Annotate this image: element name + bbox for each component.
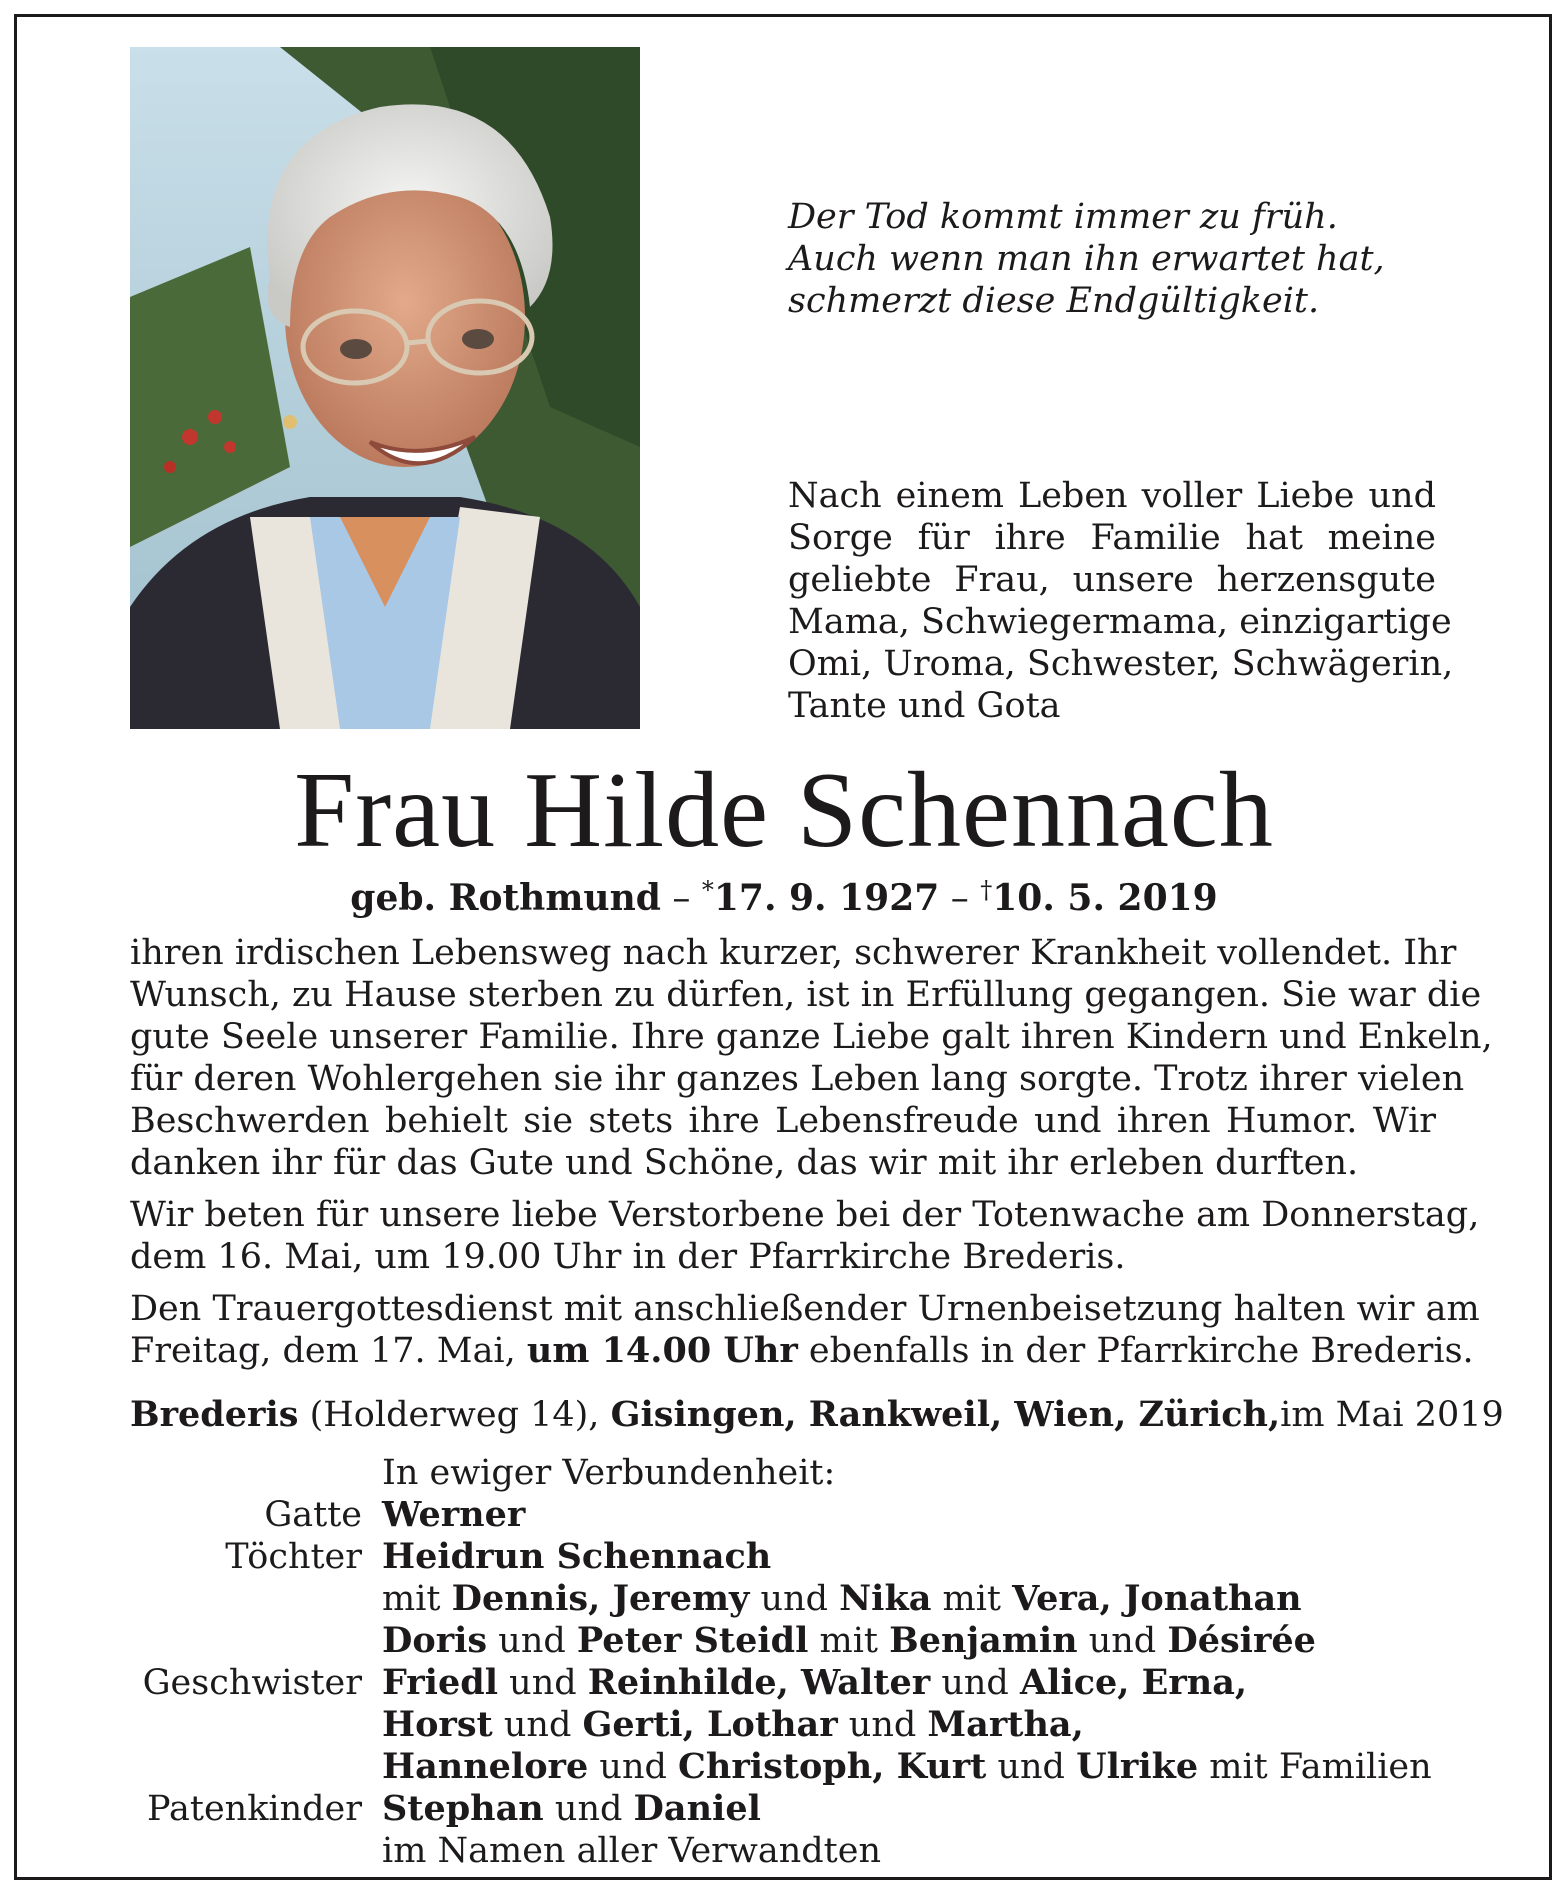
address: (Holderweg 14), [309,1395,600,1435]
intro-line: Sorge für ihre Familie hat meine [788,518,1436,558]
connector: mit Familien [1209,1747,1432,1787]
family-list [130,1452,1436,1872]
intro-line: Mama, Schwiegermama, einzigartige [788,602,1452,642]
family-name: Nika [839,1578,932,1619]
family-row [130,1662,1436,1704]
connector: und [941,1663,1009,1703]
family-row [130,1536,1436,1578]
family-row [130,1452,1436,1494]
text-line: für deren Wohlergehen sie ihr ganzes Leben lang sorgte. Trotz ihrer vielen [130,1059,1465,1099]
family-row [130,1830,1436,1872]
family-name: Stephan [382,1788,544,1829]
service-text: Freitag, dem 17. Mai, [130,1331,516,1371]
text-line: danken ihr für das Gute und Schöne, das wir mit ihr erleben durften. [130,1143,1359,1183]
paragraph-life [130,932,1493,1184]
family-row [130,1704,1436,1746]
portrait-photo [130,47,640,729]
connector: mit [942,1579,1001,1619]
family-name: Doris [382,1620,488,1661]
text-line: Wir beten für unsere liebe Verstorbene bei der Totenwache am Donnerstag, [130,1195,1480,1235]
connector: und [554,1789,623,1829]
birth-date: 17. 9. 1927 [713,877,940,919]
family-name: Horst [382,1704,493,1745]
connector: und [498,1621,566,1661]
text-line: ihren irdischen Lebensweg nach kurzer, schwerer Krankheit vollendet. Ihr [130,933,1457,973]
text-line: Den Trauergottesdienst mit anschließender Urnenbeisetzung halten wir am [130,1289,1480,1329]
paragraph-wake [130,1194,1480,1278]
maiden-name: geb. Rothmund [350,877,661,919]
death-symbol: † [980,876,993,904]
family-name: Daniel [633,1788,761,1829]
dash: – [950,878,969,919]
death-date: 10. 5. 2019 [992,877,1218,919]
family-name: Vera, Jonathan [1012,1578,1302,1619]
family-name: Hannelore [382,1746,589,1787]
family-name: Martha, [927,1704,1084,1745]
main-text [130,932,1493,1382]
connector: und [503,1705,572,1745]
quote-line: schmerzt diese Endgültigkeit. [788,281,1320,321]
connector: und [848,1705,917,1745]
family-name: Werner [382,1494,526,1535]
connector: und [509,1663,577,1703]
text-line: Wunsch, zu Hause sterben zu dürfen, ist in Erfüllung gegangen. Sie war die [130,975,1482,1015]
family-name: Alice, Erna, [1019,1662,1248,1703]
birth-symbol: * [701,876,714,904]
text-line: Beschwerden behielt sie stets ihre Lebensfreude und ihren Humor. Wir [130,1101,1436,1141]
dash: – [672,878,691,919]
family-name: Reinhilde, Walter [587,1662,931,1703]
quote-line: Auch wenn man ihn erwartet hat, [788,239,1385,279]
family-name: Peter Steidl [576,1620,809,1661]
family-name: Gerti, Lothar [582,1704,838,1745]
connector: und [760,1579,829,1619]
family-name: Désirée [1167,1620,1316,1661]
quote [788,196,1468,322]
quote-line: Der Tod kommt immer zu früh. [788,197,1338,237]
family-row [130,1620,1436,1662]
family-name: Christoph, Kurt [678,1746,987,1787]
family-name: Ulrike [1076,1746,1199,1787]
intro-line: Nach einem Leben voller Liebe und [788,476,1436,516]
service-time: um 14.00 Uhr [526,1330,798,1371]
family-name: Dennis, Jeremy [451,1578,750,1619]
family-row [130,1578,1436,1620]
text-line: dem 16. Mai, um 19.00 Uhr in der Pfarrkirche Brederis. [130,1237,1126,1277]
town: Brederis [130,1394,299,1435]
connector: und [1088,1621,1157,1661]
family-row [130,1494,1436,1536]
role-label: Geschwister [142,1663,362,1703]
paragraph-service [130,1288,1480,1372]
role-label: Patenkinder [147,1789,362,1829]
connector: mit [382,1579,441,1619]
family-name: Benjamin [889,1620,1078,1661]
family-heading: In ewiger Verbundenheit: [382,1453,836,1493]
deceased-name: Frau Hilde Schennach [294,751,1274,870]
connector: und [599,1747,667,1787]
role-label: Gatte [264,1495,362,1535]
family-row [130,1746,1436,1788]
life-dates [0,866,1568,923]
intro-text [788,475,1454,727]
family-name: Friedl [382,1662,499,1703]
connector: mit [819,1621,878,1661]
service-text: ebenfalls in der Pfarrkirche Brederis. [808,1331,1474,1371]
text-line [130,1330,1474,1372]
family-name: Heidrun Schennach [382,1536,772,1577]
role-label: Töchter [225,1537,362,1577]
other-places: Gisingen, Rankweil, Wien, Zürich, [610,1394,1281,1435]
family-row [130,1788,1436,1830]
connector: und [997,1747,1065,1787]
text-line: gute Seele unserer Familie. Ihre ganze Liebe galt ihren Kindern und Enkeln, [130,1017,1493,1057]
notice-date: im Mai 2019 [1280,1395,1504,1435]
intro-line: Omi, Uroma, Schwester, Schwägerin, [788,644,1454,684]
intro-line: geliebte Frau, unsere herzensgute [788,560,1436,600]
intro-line: Tante und Gota [788,686,1061,726]
closing-line: im Namen aller Verwandten [382,1831,881,1871]
places-line [130,1393,1504,1437]
